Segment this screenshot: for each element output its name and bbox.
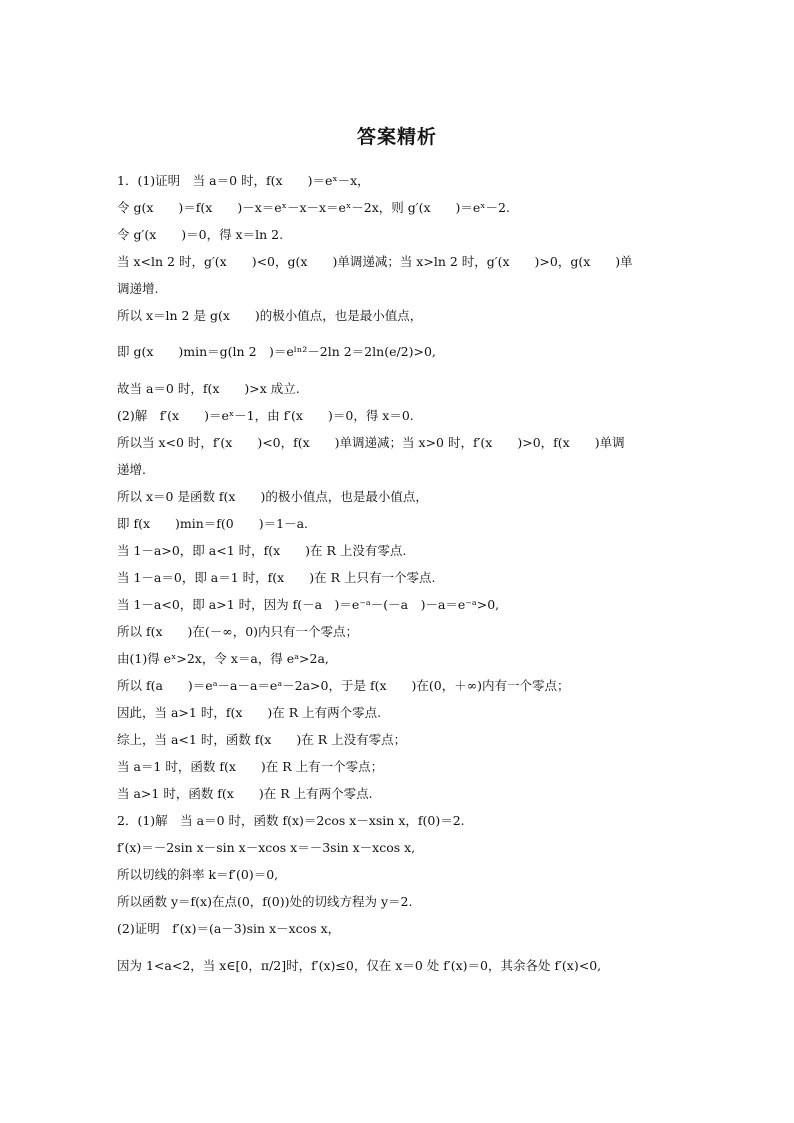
text-line: 令 g(x )＝f(x )－x＝eˣ－x－x＝eˣ－2x，则 g′(x )＝eˣ－2. <box>117 200 510 215</box>
text-line: 所以 f(a )＝eᵃ－a－a＝eᵃ－2a>0，于是 f(x )在(0，＋∞)内有一个零点； <box>117 678 570 693</box>
text-line: 综上，当 a<1 时，函数 f(x )在 R 上没有零点； <box>117 732 407 747</box>
text-line: 令 g′(x )＝0，得 x＝ln 2. <box>117 227 284 242</box>
text-line: 当 a＝1 时，函数 f(x )在 R 上有一个零点； <box>117 759 384 774</box>
text-line: 递增. <box>117 462 146 477</box>
text-line: (2)解 f′(x )＝eˣ－1，由 f′(x )＝0，得 x＝0. <box>117 408 414 423</box>
text-line: 即 f(x )min＝f(0 )＝1－a. <box>117 516 309 531</box>
text-line: f′(x)＝－2sin x－sin x－xcos x＝－3sin x－xcos x, <box>117 840 416 855</box>
text-line: 所以切线的斜率 k＝f′(0)＝0, <box>117 867 279 882</box>
text-line: 当 1－a>0，即 a<1 时，f(x )在 R 上没有零点. <box>117 543 407 558</box>
text-line: 2．(1)解 当 a＝0 时，函数 f(x)＝2cos x－xsin x，f(0)＝2. <box>117 813 465 828</box>
text-line: 即 g(x )min＝g(ln 2 )＝eˡⁿ²－2ln 2＝2ln(e/2)>0, <box>117 344 436 359</box>
text-line: 故当 a＝0 时，f(x )>x 成立. <box>117 381 300 396</box>
text-line: 因此，当 a>1 时，f(x )在 R 上有两个零点. <box>117 705 382 720</box>
text-line: 因为 1<a<2，当 x∈[0，π/2]时，f′(x)≤0，仅在 x＝0 处 f′(x)＝0，其余各处 f′(x)<0, <box>117 958 602 973</box>
text-line: 所以当 x<0 时，f′(x )<0，f(x )单调递减；当 x>0 时，f′(x )>0，f(x )单调 <box>117 435 625 450</box>
text-line: 所以 f(x )在(－∞，0)内只有一个零点； <box>117 624 359 639</box>
text-line: 所以 x＝0 是函数 f(x )的极小值点，也是最小值点， <box>117 489 428 504</box>
text-line: 当 1－a<0，即 a>1 时，因为 f(－a )＝e⁻ᵃ－(－a )－a＝e⁻ᵃ>0, <box>117 597 500 612</box>
text-line: 1．(1)证明 当 a＝0 时，f(x )＝eˣ－x， <box>117 173 370 188</box>
page-title: 答案精析 <box>356 126 437 148</box>
text-line: 调递增. <box>117 281 159 296</box>
text-line: (2)证明 f′(x)＝(a－3)sin x－xcos x， <box>117 921 341 936</box>
text-line: 当 x<ln 2 时，g′(x )<0，g(x )单调递减；当 x>ln 2 时，g′(x )>0，g(x )单 <box>117 254 633 269</box>
text-line: 当 a>1 时，函数 f(x )在 R 上有两个零点. <box>117 786 373 801</box>
text-line: 由(1)得 eˣ>2x，令 x＝a，得 eᵃ>2a, <box>117 651 329 666</box>
text-line: 当 1－a＝0，即 a＝1 时，f(x )在 R 上只有一个零点. <box>117 570 436 585</box>
text-line: 所以函数 y＝f(x)在点(0，f(0))处的切线方程为 y＝2. <box>117 894 413 909</box>
text-line: 所以 x＝ln 2 是 g(x )的极小值点，也是最小值点， <box>117 308 423 323</box>
